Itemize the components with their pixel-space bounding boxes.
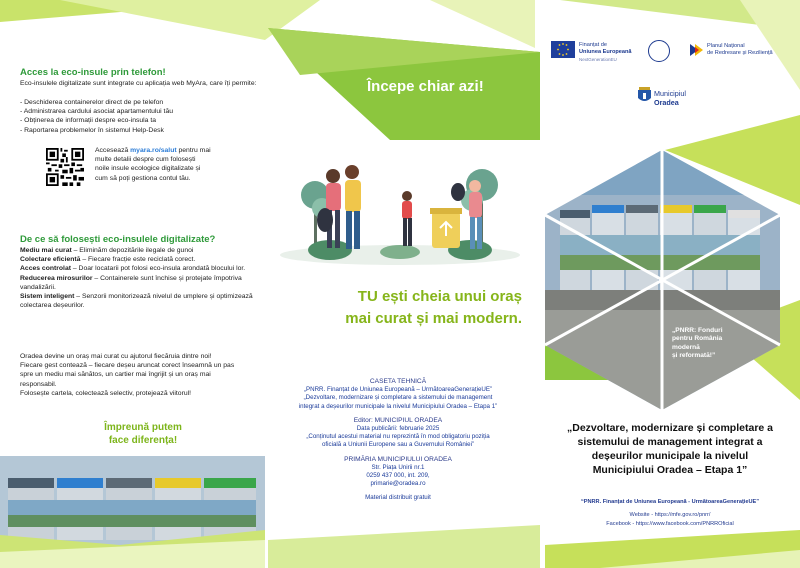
- phone-access-intro: Eco-insulele digitalizate sunt integrate cu aplicația web MyAra, care îți permite:: [20, 80, 257, 87]
- oradea-logo-text: Municipiul Oradea: [654, 89, 686, 107]
- qr-code-icon[interactable]: [46, 148, 84, 186]
- pnrr-badge: „PNRR: Fonduri pentru România modernă și reformată!”: [672, 327, 723, 360]
- email-link[interactable]: primarie@oradea.ro: [370, 480, 426, 488]
- oradea-crest-icon: [638, 87, 651, 104]
- list-item: - Deschiderea containerelor direct de pe telefon: [20, 99, 164, 106]
- pnrr-logo-text: Planul Național de Redresare și Reziliență: [707, 43, 773, 56]
- benefit-item: Mediu mai curat – Eliminăm depozitările ilegale de gunoi: [20, 247, 194, 254]
- key-slogan: TU ești cheia unui oraș mai curat și mai modern.: [345, 288, 522, 327]
- phone-access-list: [20, 98, 260, 135]
- recycling-illustration: [280, 165, 520, 265]
- project-title: „Dezvoltare, modernizare și completare a sistemului de management integrat a deșeurilor municipale la nivelul Municipiului Oradea – Etapa 1”: [567, 422, 773, 476]
- start-today-slogan: Începe chiar azi!: [367, 78, 484, 95]
- list-item: - Administrarea cardului asociat apartamentului tău: [20, 108, 174, 116]
- closing-text: Oradea devine un oraș mai curat cu ajutorul fiecăruia dintre noi! Fiecare gest contează – fiecare deșeu aruncat corect înseamnă un pas spre un mediu mai sănătos, un cartier mai îngrijit și un oraș mai responsabil. Folosește cartela, colectează selectiv, protejează viitorul!: [20, 353, 235, 397]
- benefit-item: Reducerea mirosurilor – Containerele sunt închise și protejate împotriva vandalizării.: [20, 274, 242, 291]
- list-item: - Raportarea problemelor în sistemul Help-Desk: [20, 126, 164, 134]
- government-seal-icon: [648, 40, 670, 62]
- technical-box: CASETA TEHNICĂ „PNRR. Finanțat de Uniunea Europeană – UrmătoareaGenerațieUE” „Dezvoltare, modernizare și completare a sistemului de management integrat a deșeurilor municipale la nivelul Municipiului Oradea – Etapa 1” Editor: MUNICIPIUL ORADEA Data publicării: februarie 2025 „Conținutul acestui material nu reprezintă în mod obligatoriu poziția oficială a Uniunii Europene sau a Guvernului României” PRIMĂRIA MUNICIPIULUI ORADEA Str. Piața Unirii nr.1 0259 437 000, int. 209, primarie@oradea.ro Material distribuit gratuit: [278, 378, 518, 503]
- technical-box-title: CASETA TEHNICĂ: [369, 378, 427, 385]
- access-instructions: Accesează myara.ro/salut pentru mai multe detalii despre cum folosești noile insule ecologice digitalizate și cum să poți gestiona contul tău.: [95, 147, 211, 182]
- bottom-mid-shape: [268, 525, 540, 568]
- funding-line: “PNRR. Finanțat de Uniunea Europeană - UrmătoareaGenerațieUE”: [580, 499, 760, 505]
- facebook-link[interactable]: Facebook - https://www.facebook.com/PNRROficial: [606, 521, 734, 527]
- myara-link[interactable]: myara.ro/salut: [130, 147, 177, 154]
- together-slogan: Împreună putem face diferența!: [104, 422, 182, 446]
- bins-bottom-photo: [0, 456, 265, 546]
- list-item: - Obținerea de informații despre eco-insula ta: [20, 117, 157, 125]
- benefit-item: Colectare eficientă – Fiecare fracție este reciclată corect.: [20, 256, 196, 264]
- phone-access-title: Acces la eco-insule prin telefon!: [20, 67, 166, 78]
- eu-flag-icon: [551, 41, 575, 58]
- benefit-item: Sistem inteligent – Senzorii monitorizează nivelul de umplere și optimizează colectarea deșeurilor.: [20, 293, 253, 310]
- website-link[interactable]: Website - https://mfe.gov.ro/pnrr/: [629, 512, 711, 518]
- why-use-title: De ce să folosești eco-insulele digitalizate?: [20, 234, 216, 245]
- pnrr-logo-icon: [690, 43, 704, 55]
- benefits-list: [20, 246, 268, 310]
- benefit-item: Acces controlat – Doar locatarii pot folosi eco-insula arondată blocului lor.: [20, 265, 246, 273]
- top-mid-triangle: [430, 0, 535, 48]
- eu-funding-logo-text: Finanțat de Uniunea Europeană NextGenerationEU: [579, 42, 632, 62]
